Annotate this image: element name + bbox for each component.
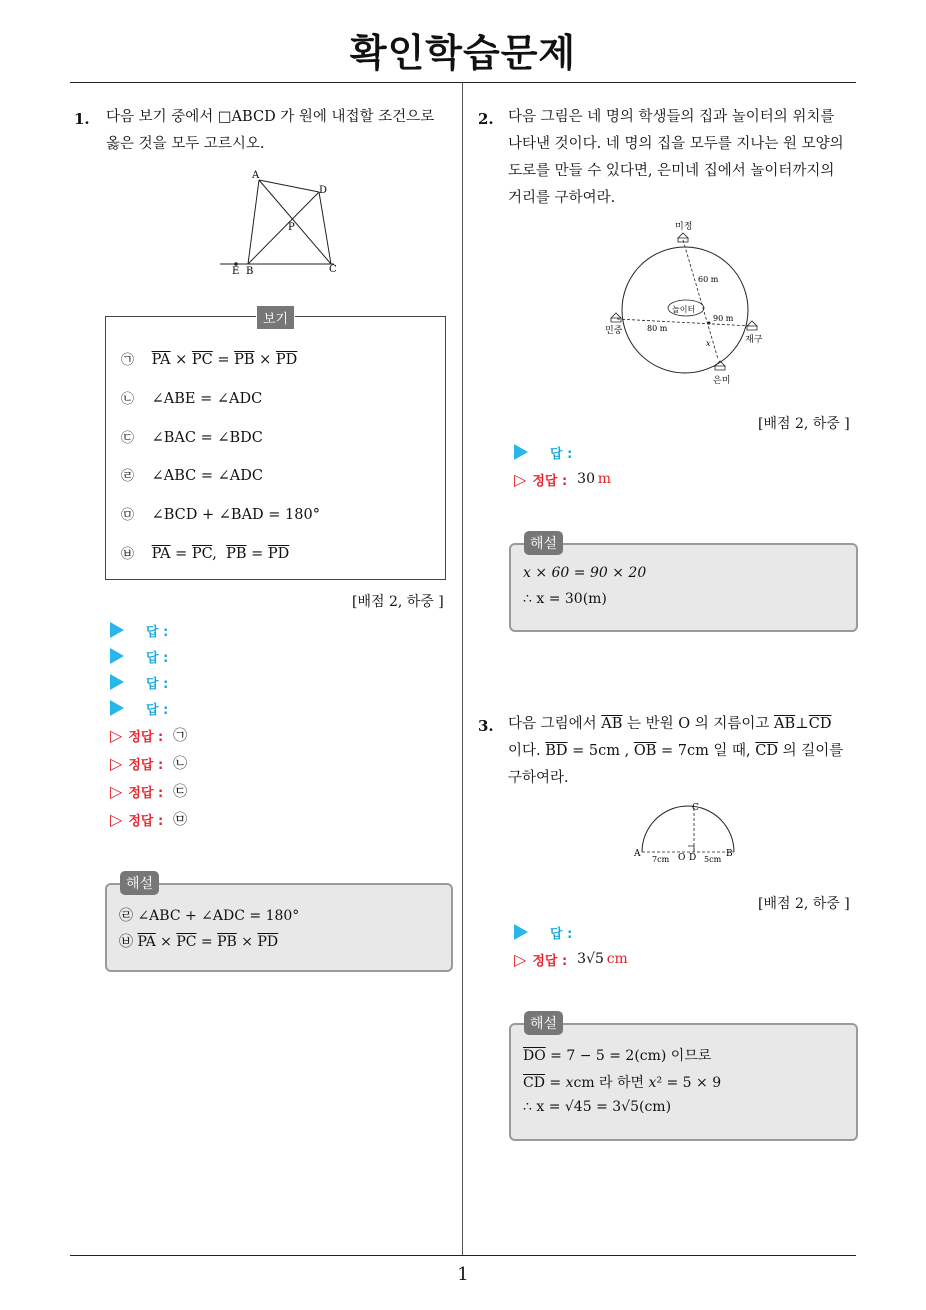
q2-text-line2: 나타낸 것이다. 네 명의 집을 모두를 지나는 원 모양의 xyxy=(508,136,844,152)
q1-fig-label-c: C xyxy=(329,264,337,275)
q2-fig-label-right: 재구 xyxy=(745,335,763,345)
q1-choice-6-text: $\overline{PA} = \overline{PC}$, $\overline{PB} = \overline{PD}$ xyxy=(151,546,290,562)
footer-divider xyxy=(70,1255,856,1256)
answer-label: 답 : xyxy=(550,926,573,942)
answer-label: 답 : xyxy=(550,446,573,462)
q1-choice-1-mark: ㉠ xyxy=(121,353,135,368)
answer-arrow-icon xyxy=(110,674,124,690)
q1-explanation-line2: ㉥ $\overline{PA} \times \overline{PC} = \overline{PB} \times \overline{PD}$ xyxy=(119,934,279,950)
correct-label: 정답 : xyxy=(532,473,568,489)
q1-bogi-label: 보기 xyxy=(256,305,295,330)
answer-label: 답 : xyxy=(146,650,169,666)
q3-score: [배점 2, 하중 ] xyxy=(758,896,850,912)
q1-correct-value-3: ㉢ xyxy=(173,784,188,800)
q3-answer xyxy=(514,921,572,943)
q3-figure xyxy=(630,798,740,868)
q2-fig-label-top: 미정 xyxy=(675,222,693,232)
q2-correct xyxy=(514,468,611,490)
answer-arrow-icon xyxy=(514,444,528,460)
q2-fig-label-bottom: 은미 xyxy=(713,376,731,386)
q1-score: [배점 2, 하중 ] xyxy=(352,594,444,610)
q1-correct-4 xyxy=(110,808,187,830)
q1-correct-3 xyxy=(110,780,187,802)
q1-choice-4-text: ∠ABC = ∠ADC xyxy=(151,468,263,484)
correct-arrow-icon: ▷ xyxy=(514,949,527,969)
q3-fig-label-a: A xyxy=(634,849,641,859)
q1-text-line1: 다음 보기 중에서 □ABCD 가 원에 내접할 조건으로 xyxy=(106,109,435,125)
q3-fig-label-seg-right: 5cm xyxy=(704,855,722,864)
q2-answer xyxy=(514,441,572,463)
q2-explanation-line2: ∴ x = 30(m) xyxy=(523,591,607,607)
q2-fig-label-left: 민중 xyxy=(605,326,623,336)
q1-answer-3 xyxy=(110,671,168,693)
q2-fig-label-x: x xyxy=(706,339,711,348)
q1-choice-3-mark: ㉢ xyxy=(121,431,135,446)
correct-label: 정답 : xyxy=(128,785,164,801)
correct-arrow-icon: ▷ xyxy=(110,753,123,773)
q1-correct-value-1: ㉠ xyxy=(173,728,188,744)
q1-fig-label-d: D xyxy=(319,185,328,196)
header-divider xyxy=(70,82,856,83)
answer-label: 답 : xyxy=(146,624,169,640)
q3-correct-value: 3√5 xyxy=(577,951,604,967)
q1-fig-label-b: B xyxy=(246,266,254,277)
q1-fig-label-p: P xyxy=(288,222,295,233)
page-title: 확인학습문제 xyxy=(349,31,577,75)
q1-correct-1 xyxy=(110,724,187,746)
q1-choice-2 xyxy=(121,388,262,407)
q3-fig-label-c: C xyxy=(692,803,699,813)
q1-choice-5 xyxy=(121,504,320,523)
q3-fig-label-seg-left: 7cm xyxy=(652,855,670,864)
q1-correct-2 xyxy=(110,752,187,774)
q3-fig-label-d: D xyxy=(689,853,697,863)
correct-arrow-icon: ▷ xyxy=(514,469,527,489)
q1-choice-2-mark: ㉡ xyxy=(121,392,135,407)
answer-arrow-icon xyxy=(110,700,124,716)
q1-choice-4-mark: ㉣ xyxy=(121,469,135,484)
q3-text xyxy=(508,711,860,792)
answer-arrow-icon xyxy=(110,648,124,664)
q1-choice-6-mark: ㉥ xyxy=(121,547,135,562)
q3-explanation-label: 해설 xyxy=(524,1011,563,1035)
q1-choice-1 xyxy=(121,349,297,368)
q1-fig-label-e: E xyxy=(232,266,240,277)
q3-explanation-box xyxy=(509,1023,858,1141)
q1-choice-3-text: ∠BAC = ∠BDC xyxy=(151,430,263,446)
q1-choice-4 xyxy=(121,465,263,484)
correct-label: 정답 : xyxy=(532,953,568,969)
q1-number: 1. xyxy=(74,110,90,128)
q2-text-line1: 다음 그림은 네 명의 학생들의 집과 놀이터의 위치를 xyxy=(508,109,835,125)
column-divider xyxy=(462,83,463,1255)
q3-number: 3. xyxy=(478,717,494,735)
q2-fig-label-d-top: 60 m xyxy=(698,275,719,284)
q2-text xyxy=(508,104,860,212)
correct-arrow-icon: ▷ xyxy=(110,781,123,801)
q1-choice-1-text: $\overline{PA} \times \overline{PC} = \overline{PB} \times \overline{PD}$ xyxy=(151,352,298,368)
q1-fig-label-a: A xyxy=(252,170,260,181)
q2-fig-label-d-right: 90 m xyxy=(713,314,734,323)
q1-explanation-line1: ㉣ ∠ABC + ∠ADC = 180° xyxy=(119,908,300,924)
q2-text-line4: 거리를 구하여라. xyxy=(508,190,616,206)
q2-explanation-box xyxy=(509,543,858,632)
q1-choice-6 xyxy=(121,543,289,562)
q1-answer-1 xyxy=(110,619,168,641)
correct-label: 정답 : xyxy=(128,813,164,829)
q3-fig-label-o: O xyxy=(678,853,686,863)
q1-choice-5-text: ∠BCD + ∠BAD = 180° xyxy=(151,507,320,523)
q3-text-line1: 다음 그림에서 $\overline{AB}$ 는 반원 O 의 지름이고 $\overline{AB}\perp\overline{CD}$ xyxy=(508,716,832,732)
q1-explanation-box xyxy=(105,883,453,972)
q1-text xyxy=(106,104,458,158)
answer-label: 답 : xyxy=(146,702,169,718)
q1-correct-value-4: ㉤ xyxy=(173,812,188,828)
q2-correct-unit: m xyxy=(597,471,612,487)
q3-fig-label-b: B xyxy=(726,849,733,859)
page-number: 1 xyxy=(457,1264,469,1285)
q2-figure xyxy=(595,216,775,388)
correct-arrow-icon: ▷ xyxy=(110,725,123,745)
q1-text-line2: 옳은 것을 모두 고르시오. xyxy=(106,136,265,152)
q2-number: 2. xyxy=(478,110,494,128)
q3-text-line2: 이다. $\overline{BD} = 5cm$ , $\overline{OB} = 7cm$ 일 때, $\overline{CD}$ 의 길이를 xyxy=(508,743,844,759)
q1-answer-4 xyxy=(110,697,168,719)
q3-correct xyxy=(514,948,628,970)
q2-explanation-label: 해설 xyxy=(524,531,563,555)
q3-text-line3: 구하여라. xyxy=(508,770,569,786)
answer-arrow-icon xyxy=(514,924,528,940)
q3-correct-unit: cm xyxy=(606,951,628,967)
correct-arrow-icon: ▷ xyxy=(110,809,123,829)
q1-choice-5-mark: ㉤ xyxy=(121,508,135,523)
q2-correct-value: 30 xyxy=(577,471,595,487)
q2-text-line3: 도로를 만들 수 있다면, 은미네 집에서 놀이터까지의 xyxy=(508,163,835,179)
q1-choice-3 xyxy=(121,427,263,446)
q2-fig-label-d-left: 80 m xyxy=(647,324,668,333)
q1-correct-value-2: ㉡ xyxy=(173,756,188,772)
q1-choice-2-text: ∠ABE = ∠ADC xyxy=(151,391,263,407)
q2-explanation-line1: x × 60 = 90 × 20 xyxy=(523,565,647,581)
answer-label: 답 : xyxy=(146,676,169,692)
q3-explanation-line2: $\overline{CD}$ = xcm 라 하면 x² = 5 × 9 xyxy=(523,1075,722,1091)
correct-label: 정답 : xyxy=(128,757,164,773)
correct-label: 정답 : xyxy=(128,729,164,745)
q3-explanation-line1: $\overline{DO} = 7 - 5 = 2(cm)$ 이므로 xyxy=(523,1048,712,1064)
q1-answer-2 xyxy=(110,645,168,667)
q2-score: [배점 2, 하중 ] xyxy=(758,416,850,432)
answer-arrow-icon xyxy=(110,622,124,638)
q1-figure xyxy=(216,166,346,278)
q1-explanation-label: 해설 xyxy=(120,871,159,895)
q3-explanation-line3: ∴ x = √45 = 3√5(cm) xyxy=(523,1099,672,1115)
q2-fig-label-center: 놀이터 xyxy=(672,305,696,314)
